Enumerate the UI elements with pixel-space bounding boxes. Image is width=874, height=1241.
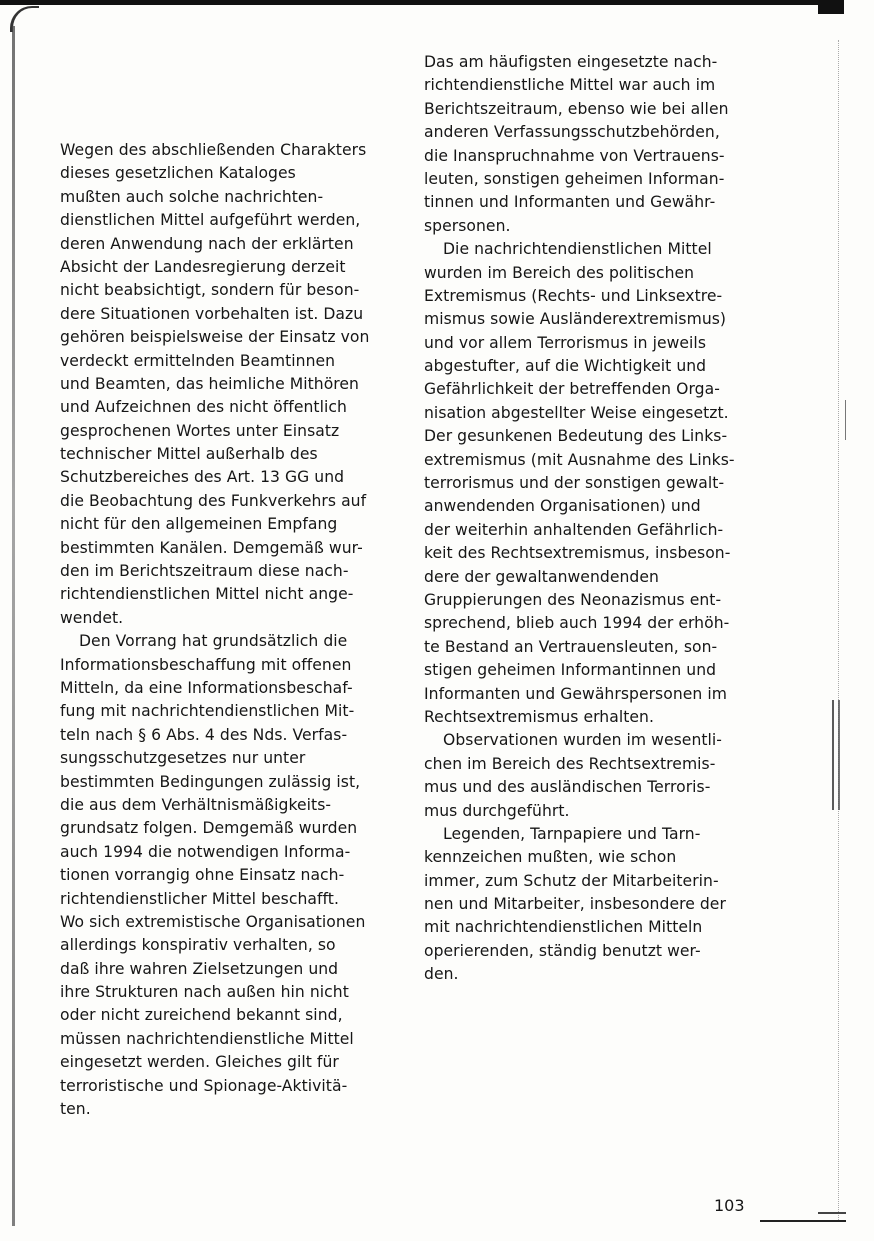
text-line: dere der gewaltanwendenden [424,567,659,586]
text-line: nisation abgestellter Weise eingesetzt. [424,403,729,422]
text-line: Wegen des abschließenden Charakters [60,141,367,159]
text-line: Absicht der Landesregierung derzeit [60,257,346,276]
text-line: Extremismus (Rechts- und Linksextre- [424,286,723,305]
text-line: dienstlichen Mittel aufgeführt werden, [60,211,361,230]
paragraph [60,630,400,1121]
left-column [60,139,400,1121]
text-line: Informanten und Gewährspersonen im [424,684,727,703]
text-line: der weiterhin anhaltenden Gefährlich- [424,520,724,539]
text-line: deren Anwendung nach der erklärten [60,234,354,253]
text-line: stigen geheimen Informantinnen und [424,661,717,680]
page-number: 103 [714,1196,745,1215]
scan-bottom-edge [760,1220,846,1222]
text-line: kennzeichen mußten, wie schon [424,848,677,867]
text-line: Berichtszeitraum, ebenso wie bei allen [424,99,729,118]
text-line: sungsschutzgesetzes nur unter [60,749,306,768]
text-line: dieses gesetzlichen Kataloges [60,164,296,183]
text-line: chen im Bereich des Rechtsextremis- [424,754,716,773]
text-line: sprechend, blieb auch 1994 der erhöh- [424,614,730,633]
text-line: gehören beispielsweise der Einsatz von [60,328,370,347]
text-line: dere Situationen vorbehalten ist. Dazu [60,304,364,323]
text-line: terrorismus und der sonstigen gewalt- [424,474,725,493]
text-line: Schutzbereiches des Art. 13 GG und [60,468,345,487]
text-line: den im Berichtszeitraum diese nach- [60,562,349,581]
paragraph [424,823,769,987]
text-line: mismus sowie Ausländerextremismus) [424,310,727,329]
text-line: eingesetzt werden. Gleiches gilt für [60,1053,339,1072]
text-line: die Beobachtung des Funkverkehrs auf [60,491,367,510]
text-line: mußten auch solche nachrichten- [60,187,324,206]
text-line: grundsatz folgen. Demgemäß wurden [60,819,358,838]
text-line: fung mit nachrichtendienstlichen Mit- [60,702,355,721]
text-line: tionen vorrangig ohne Einsatz nach- [60,866,345,885]
text-line: bestimmten Bedingungen zulässig ist, [60,772,361,791]
text-line: mus und des ausländischen Terroris- [424,778,711,797]
text-line: Informationsbeschaffung mit offenen [60,655,352,674]
text-line: mus durchgeführt. [424,801,570,820]
text-line: richtendienstliche Mittel war auch im [424,76,716,95]
text-line: anwendenden Organisationen) und [424,497,701,516]
paragraph [424,51,769,238]
text-line: Den Vorrang hat grundsätzlich die [79,632,348,651]
text-line: Legenden, Tarnpapiere und Tarn- [443,824,701,843]
scan-top-edge [0,0,820,5]
text-line: nen und Mitarbeiter, insbesondere der [424,895,726,914]
text-line: mit nachrichtendienstlichen Mitteln [424,918,703,937]
text-line: verdeckt ermittelnden Beamtinnen [60,351,336,370]
scan-top-tab [818,0,844,14]
paragraph [424,729,769,823]
scan-bottom-mark [818,1212,846,1214]
text-line: allerdings konspirativ verhalten, so [60,936,336,955]
text-line: operierenden, ständig benutzt wer- [424,941,701,960]
text-line: terroristische und Spionage-Aktivitä- [60,1076,348,1095]
text-line: spersonen. [424,216,511,235]
paragraph [60,139,400,630]
text-line: auch 1994 die notwendigen Informa- [60,842,351,861]
text-line: daß ihre wahren Zielsetzungen und [60,959,339,978]
text-line: technischer Mittel außerhalb des [60,445,318,464]
text-line: tinnen und Informanten und Gewähr- [424,193,716,212]
text-line: und vor allem Terrorismus in jeweils [424,333,706,352]
text-line: Die nachrichtendienstlichen Mittel [443,240,712,259]
text-line: ten. [60,1100,91,1119]
text-line: leuten, sonstigen geheimen Informan- [424,169,725,188]
text-line: bestimmten Kanälen. Demgemäß wur- [60,538,363,557]
text-line: anderen Verfassungsschutzbehörden, [424,123,720,142]
text-line: die Inanspruchnahme von Vertrauens- [424,146,725,165]
text-line: te Bestand an Vertrauensleuten, son- [424,637,718,656]
text-line: nicht für den allgemeinen Empfang [60,515,338,534]
text-line: extremismus (mit Ausnahme des Links- [424,450,735,469]
right-column [424,51,769,987]
text-line: oder nicht zureichend bekannt sind, [60,1006,343,1025]
text-line: immer, zum Schutz der Mitarbeiterin- [424,871,719,890]
text-line: und Aufzeichnen des nicht öffentlich [60,398,347,417]
text-line: richtendienstlicher Mittel beschafft. [60,889,339,908]
text-line: keit des Rechtsextremismus, insbeson- [424,544,731,563]
scan-left-edge [12,26,15,1226]
text-line: Gefährlichkeit der betreffenden Orga- [424,380,720,399]
text-line: Gruppierungen des Neonazismus ent- [424,590,722,609]
text-line: gesprochenen Wortes unter Einsatz [60,421,340,440]
scan-right-tick [845,400,846,440]
text-line: Observationen wurden im wesentli- [443,731,722,750]
paragraph [424,238,769,729]
text-line: ihre Strukturen nach außen hin nicht [60,983,349,1002]
text-line: Mitteln, da eine Informationsbeschaf- [60,678,353,697]
scan-right-marks [832,700,840,810]
text-line: Rechtsextremismus erhalten. [424,707,654,726]
text-line: Das am häufigsten eingesetzte nach- [424,53,718,71]
text-line: teln nach § 6 Abs. 4 des Nds. Verfas- [60,725,348,744]
text-line: den. [424,965,459,984]
text-line: wendet. [60,608,124,627]
text-line: Wo sich extremistische Organisationen [60,912,366,931]
text-line: Der gesunkenen Bedeutung des Links- [424,427,728,446]
text-line: richtendienstlichen Mittel nicht ange- [60,585,354,604]
scan-right-dots [838,40,840,1220]
text-line: nicht beabsichtigt, sondern für beson- [60,281,360,300]
text-line: abgestufter, auf die Wichtigkeit und [424,357,707,376]
text-line: müssen nachrichtendienstliche Mittel [60,1029,354,1048]
text-line: wurden im Bereich des politischen [424,263,695,282]
text-line: die aus dem Verhältnismäßigkeits- [60,795,332,814]
text-line: und Beamten, das heimliche Mithören [60,374,359,393]
